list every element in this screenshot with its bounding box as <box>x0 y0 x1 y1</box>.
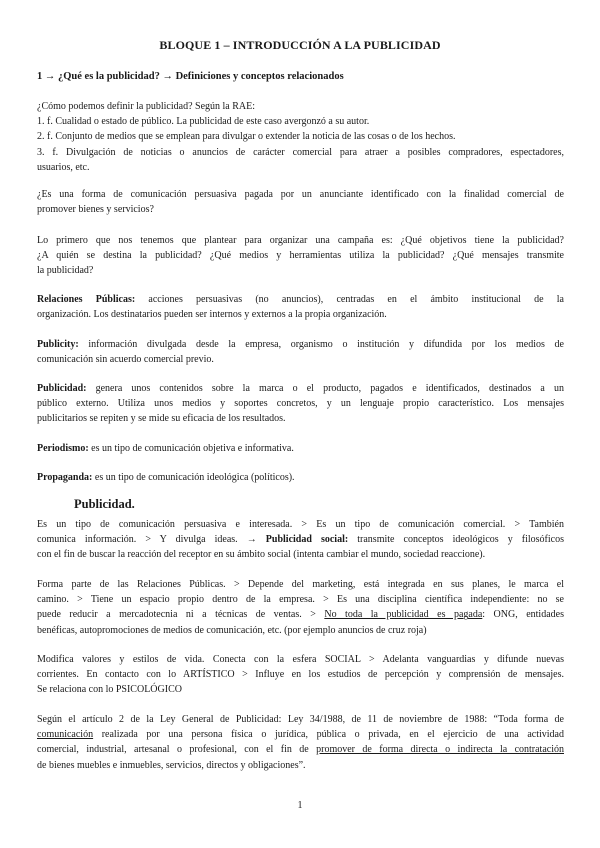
underlined-phrase: comunicación <box>37 729 94 741</box>
rrpp-text: acciones persuasivas (no anuncios), centradas en el ámbito institucional de la <box>135 294 564 305</box>
section-heading: Publicidad. <box>74 497 135 511</box>
publicity-definition <box>37 337 564 367</box>
law-line <box>37 727 564 742</box>
rae-def-3-cont: usuarios, etc. <box>37 161 90 173</box>
para1-text: transmite conceptos ideológicos y filosóficos <box>348 534 564 546</box>
para3-line: Modifica valores y estilos de vida. Conecta con la esfera SOCIAL > Adelanta vanguardias y difunde nuevas <box>37 654 564 665</box>
publicity-line <box>37 337 564 352</box>
page-number: 1 <box>297 800 303 811</box>
publicidad-definition <box>37 381 564 427</box>
rae-definitions <box>37 99 564 175</box>
para1-line: Es un tipo de comunicación persuasiva e interesada. > Es un tipo de comunicación comercial. > También <box>37 519 564 530</box>
underlined-phrase: No toda la publicidad es pagada <box>324 609 483 621</box>
para3-line: corrientes. En contacto con lo ARTÍSTICO > Influye en los estudios de percepción y comprensión de mensajes. <box>37 669 564 681</box>
publicity-text: información divulgada desde la empresa, organismo o institución y difundida por los medios de <box>78 339 564 350</box>
para2-line: Forma parte de las Relaciones Públicas. > Depende del marketing, está integrada en sus planes, le marca el <box>37 579 564 590</box>
para3-line: Se relaciona con lo PSICOLÓGICO <box>37 684 182 696</box>
para2-line: camino. > Tiene un espacio propio dentro de la empresa. > Es una disciplina científica independiente: no se <box>37 594 564 606</box>
publicidad-paragraph-1 <box>37 517 564 563</box>
publicidad-line <box>37 381 564 396</box>
para2-line <box>37 607 564 622</box>
law-paragraph <box>37 712 564 773</box>
law-line: de bienes muebles e inmuebles, servicios, directos y obligaciones”. <box>37 759 306 771</box>
law-text: realizada por una persona física o jurídica, pública o privada, en el ejercicio de una actividad <box>93 729 564 741</box>
rae-intro: ¿Cómo podemos definir la publicidad? Según la RAE: <box>37 101 256 112</box>
law-line: Según el artículo 2 de la Ley General de Publicidad: Ley 34/1988, de 11 de noviembre de 1988: “Toda forma de <box>37 714 564 725</box>
publicidad-paragraph-3 <box>37 652 564 698</box>
para2-text: : ONG, entidades <box>482 609 564 621</box>
question-paragraph <box>37 187 564 217</box>
question-line: promover bienes y servicios? <box>37 204 154 216</box>
publicidad-paragraph-2 <box>37 577 564 638</box>
rae-def-2: 2. f. Conjunto de medios que se emplean para divulgar o extender la noticia de las cosas o de los hechos. <box>37 131 456 143</box>
rae-def-1: 1. f. Cualidad o estado de público. La publicidad de este caso avergonzó a su autor. <box>37 116 370 128</box>
publicidad-line: público externo. Utiliza unos medios y soportes concretos, y un lenguaje propio característico. Los mensajes <box>37 398 564 410</box>
page-title: BLOQUE 1 – INTRODUCCIÓN A LA PUBLICIDAD <box>159 38 441 52</box>
law-line <box>37 742 564 757</box>
propaganda-definition <box>37 470 564 485</box>
publicity-line: comunicación sin acuerdo comercial previo. <box>37 354 214 366</box>
para2-text: puede reducir a mercadotecnia ni a técnicas de ventas. > <box>37 609 325 621</box>
para1-line <box>37 532 564 547</box>
publicidad-term: Publicidad: <box>37 383 87 394</box>
para1-text: comunica información. > Y divulga ideas. → <box>37 534 266 546</box>
publicidad-line: publicitarios se repiten y se mide su eficacia de los resultados. <box>37 413 286 425</box>
planning-line: la publicidad? <box>37 265 94 277</box>
planning-line: Lo primero que nos tenemos que plantear para organizar una campaña es: ¿Qué objetivos tiene la publicidad? <box>37 235 564 246</box>
planning-paragraph <box>37 233 564 279</box>
planning-line: ¿A quién se destina la publicidad? ¿Qué medios y herramientas utiliza la publicidad? ¿Qué mensajes transmite <box>37 250 564 262</box>
rrpp-line: organización. Los destinatarios pueden ser internos y externos a la propia organización. <box>37 309 387 321</box>
rrpp-term: Relaciones Públicas: <box>37 294 136 305</box>
publicidad-text: genera unos contenidos sobre la marca o el producto, pagados e identificados, destinados a un <box>86 383 564 394</box>
periodismo-definition <box>37 441 564 456</box>
rrpp-definition <box>37 292 564 322</box>
para2-line: benéficas, autopromociones de medios de comunicación, etc. (por ejemplo anuncios de cruz roja) <box>37 624 427 636</box>
rrpp-line <box>37 292 564 307</box>
periodismo-text: es un tipo de comunicación objetiva e informativa. <box>88 443 294 454</box>
rae-def-3: 3. f. Divulgación de noticias o anuncios de carácter comercial para atraer a posibles compradores, espectadores, <box>37 146 564 158</box>
periodismo-term: Periodismo: <box>37 443 89 454</box>
propaganda-text: es un tipo de comunicación ideológica (políticos). <box>92 472 295 483</box>
para1-line: con el fin de buscar la reacción del receptor en su ámbito social (intenta cambiar el mundo, sociedad reaccione). <box>37 549 486 561</box>
section-subtitle: 1 → ¿Qué es la publicidad? → Definiciones y conceptos relacionados <box>37 71 344 82</box>
propaganda-term: Propaganda: <box>37 472 93 483</box>
law-text: comercial, industrial, artesanal o profesional, con el fin de <box>37 744 317 756</box>
publicity-term: Publicity: <box>37 339 79 350</box>
question-line: ¿Es una forma de comunicación persuasiva pagada por un anunciante identificado con la finalidad comercial de <box>37 189 564 200</box>
publicidad-social-term: Publicidad social: <box>265 534 349 546</box>
underlined-phrase: promover de forma directa o indirecta la contratación <box>316 744 564 756</box>
